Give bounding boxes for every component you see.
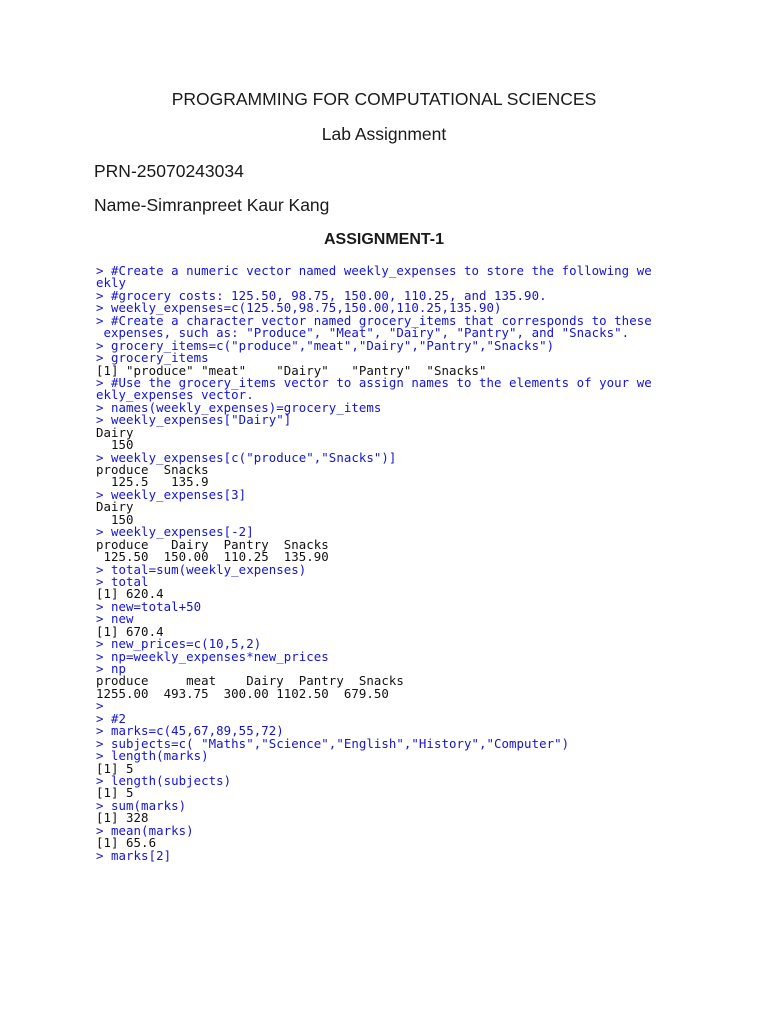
document-title: PROGRAMMING FOR COMPUTATIONAL SCIENCES [171,89,597,109]
console-input-line: ekly_expenses vector. [96,387,254,403]
console-input-line: > np [96,661,127,676]
prn-line: PRN-25070243034 [94,161,244,181]
console-input-line: > subjects=c( "Maths","Science","English","History","Computer") [96,735,570,751]
console-output-line: [1] 65.6 [96,835,157,851]
console-input-line: > sum(marks) [96,797,187,813]
console-input-line: > length(marks) [96,748,209,764]
console-input-line: > weekly_expenses=c(125.50,98.75,150.00,110.25,135.90) [96,300,502,316]
console-input-line: > names(weekly_expenses)=grocery_items [96,399,382,415]
console-input-line: > marks[2] [96,847,172,863]
console-output-line: 1255.00 493.75 300.00 1102.50 679.50 [96,685,389,701]
console-output-line: 150 [96,511,134,527]
console-input-line: > marks=c(45,67,89,55,72) [96,723,284,739]
console-input-line: > length(subjects) [96,772,232,788]
console-input-line: > np=weekly_expenses*new_prices [96,648,329,664]
console-output-line: 125.5 135.9 [96,474,209,490]
console-input-line: > grocery_items=c("produce","meat","Dairy","Pantry","Snacks") [96,337,555,353]
console-input-line: > #grocery costs: 125.50, 98.75, 150.00, 110.25, and 135.90. [96,287,547,303]
r-console-transcript [96,265,696,862]
console-output-line: Dairy [96,499,134,515]
console-output-line: [1] 5 [96,785,134,801]
console-input-line: expenses, such as: "Produce", "Meat", "Dairy", "Pantry", and "Snacks". [96,325,630,341]
console-input-line: > #2 [96,710,127,726]
console-output-line: [1] 620.4 [96,586,164,602]
console-output-line: 150 [96,437,134,453]
console-input-line: > weekly_expenses[c("produce","Snacks")] [96,449,397,465]
console-output-line: produce Snacks [96,462,209,477]
console-input-line: > #Use the grocery_items vector to assign names to the elements of your we [96,374,652,390]
console-output-line: [1] 5 [96,760,134,776]
console-input-line: > weekly_expenses[3] [96,486,247,502]
console-input-line: > #Create a character vector named grocery_items that corresponds to these [96,312,652,328]
console-input-line: > grocery_items [96,350,209,366]
console-input-line: ekly [96,275,127,291]
console-input-line: > new_prices=c(10,5,2) [96,636,262,652]
console-input-line: > weekly_expenses[-2] [96,524,254,540]
document-subtitle: Lab Assignment [321,124,447,144]
console-output-line: [1] 328 [96,810,149,826]
console-input-line: > mean(marks) [96,822,194,838]
console-output-line: produce meat Dairy Pantry Snacks [96,673,404,689]
console-input-line: > total=sum(weekly_expenses) [96,561,307,577]
console-input-line: > total [96,573,149,589]
console-input-line: > #Create a numeric vector named weekly_expenses to store the following we [96,263,652,278]
console-input-line: > new=total+50 [96,598,202,614]
console-input-line: > [96,698,104,714]
console-output-line: [1] "produce" "meat" "Dairy" "Pantry" "Snacks" [96,362,487,378]
student-name-line: Name-Simranpreet Kaur Kang [94,195,330,215]
console-input-line: > weekly_expenses["Dairy"] [96,412,292,428]
console-output-line: produce Dairy Pantry Snacks [96,536,329,552]
console-output-line: [1] 670.4 [96,623,164,639]
assignment-heading: ASSIGNMENT-1 [323,231,444,248]
console-input-line: > new [96,611,134,627]
console-output-line: Dairy [96,424,134,440]
console-output-line: 125.50 150.00 110.25 135.90 [96,549,329,565]
